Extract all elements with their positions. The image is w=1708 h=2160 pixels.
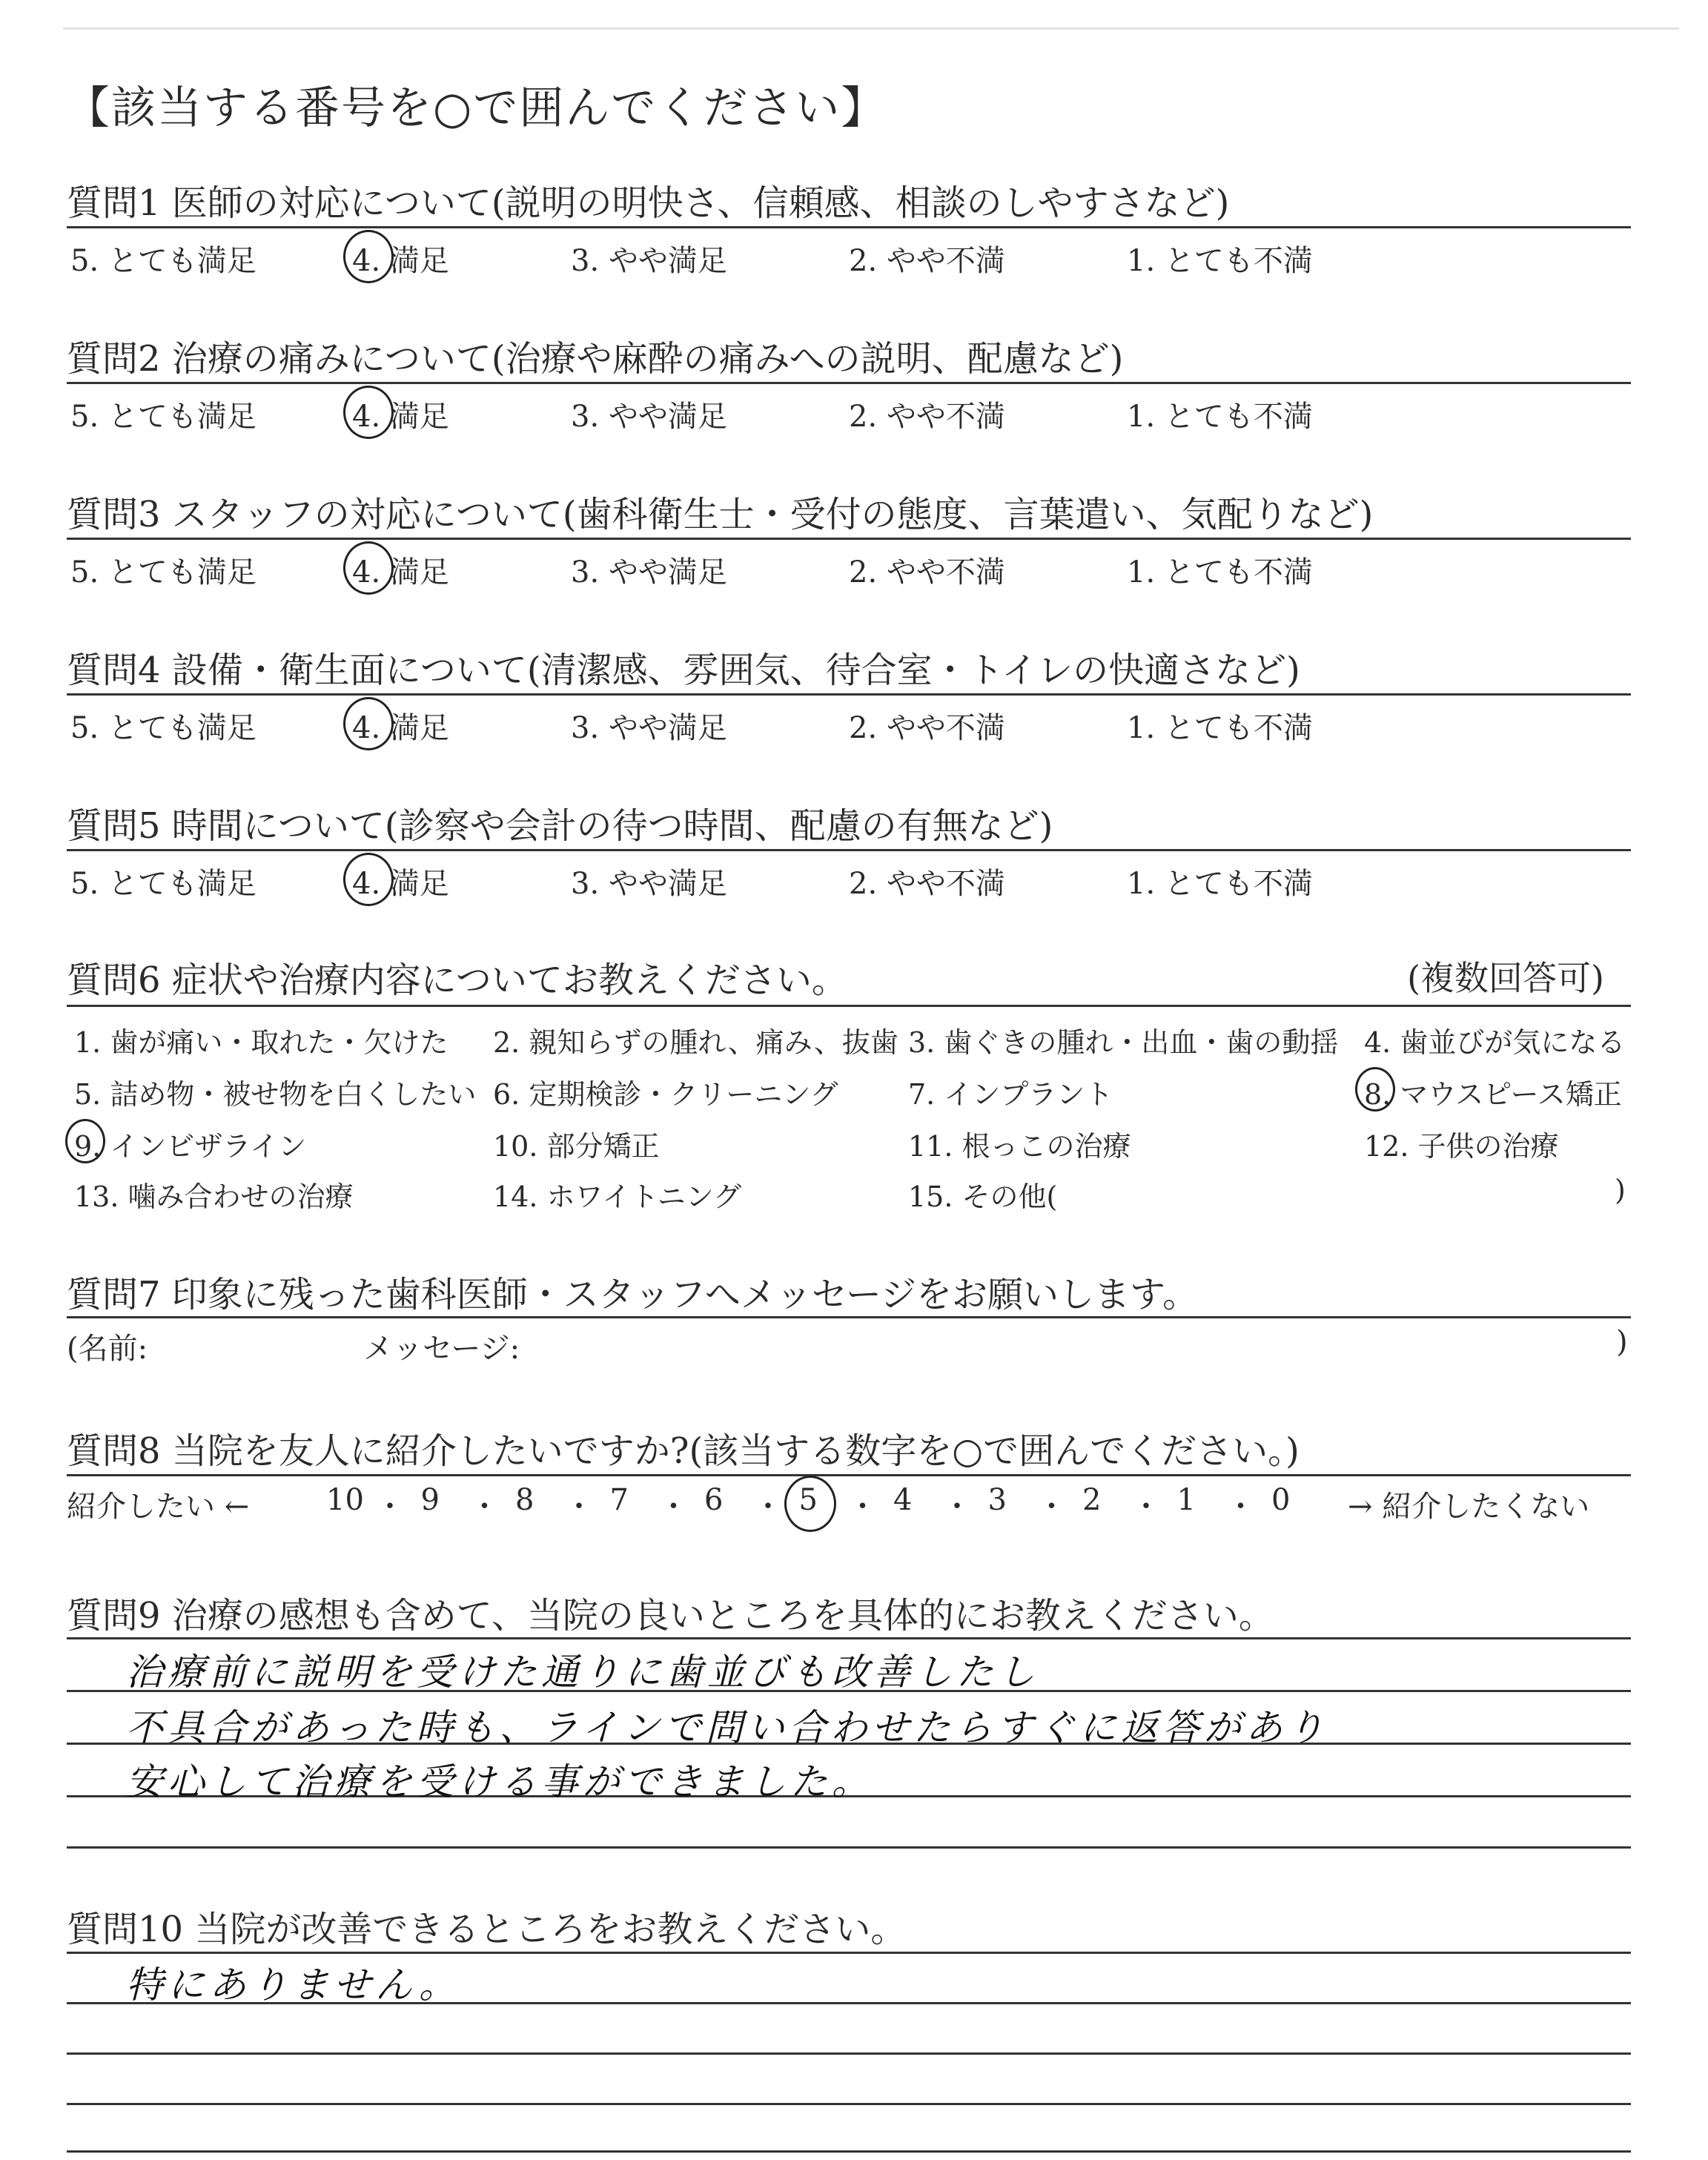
q6-option[interactable]: 11. 根っこの治療 xyxy=(908,1130,1131,1163)
q8-scale-number[interactable]: 9 xyxy=(420,1483,440,1517)
q8-scale-number[interactable]: 2 xyxy=(1082,1483,1102,1517)
q2-rule xyxy=(67,382,1631,384)
q9-title: 質問9 治療の感想も含めて、当院の良いところを具体的にお教えください。 xyxy=(67,1595,1274,1636)
selection-circle xyxy=(343,853,394,906)
q6-option[interactable]: 14. ホワイトニング xyxy=(493,1180,742,1213)
rating-option[interactable]: 5. とても満足 xyxy=(70,867,256,901)
selection-circle xyxy=(1355,1067,1395,1112)
q7-rule xyxy=(67,1316,1631,1318)
q8-scale-number[interactable]: 8 xyxy=(515,1483,534,1517)
q6-title: 質問6 症状や治療内容についてお教えください。 xyxy=(67,960,847,1001)
q8-scale-number[interactable]: 7 xyxy=(609,1483,629,1517)
rating-option[interactable]: 5. とても満足 xyxy=(70,400,256,434)
rating-option[interactable]: 1. とても不満 xyxy=(1127,400,1313,434)
q7-title: 質問7 印象に残った歯科医師・スタッフへメッセージをお願いします。 xyxy=(67,1274,1199,1315)
rating-option[interactable]: 1. とても不満 xyxy=(1127,244,1313,278)
q6-rule xyxy=(67,1005,1631,1007)
q3-title: 質問3 スタッフの対応について(歯科衛生士・受付の態度、言葉遣い、気配りなど) xyxy=(67,494,1374,535)
rating-option[interactable]: 3. やや満足 xyxy=(571,867,727,901)
q6-option[interactable]: 5. 詰め物・被せ物を白くしたい xyxy=(74,1078,477,1111)
q8-scale-dot: ・ xyxy=(1036,1490,1067,1524)
q8-rule xyxy=(67,1474,1631,1476)
rating-option[interactable]: 2. やや不満 xyxy=(849,244,1005,278)
q7-name-label: (名前: xyxy=(67,1332,148,1366)
q8-scale-dot: ・ xyxy=(847,1490,878,1524)
rating-option[interactable]: 3. やや満足 xyxy=(571,555,727,589)
q10-line-1 xyxy=(67,1952,1631,1954)
rating-option[interactable]: 2. やや不満 xyxy=(849,555,1005,589)
selection-circle xyxy=(343,697,394,750)
q6-option[interactable]: 10. 部分矯正 xyxy=(493,1130,660,1163)
q8-scale-dot: ・ xyxy=(1225,1490,1256,1524)
q6-option[interactable]: 15. その他( xyxy=(908,1180,1058,1213)
q8-scale-number[interactable]: 6 xyxy=(704,1483,724,1517)
q8-scale-number[interactable]: 3 xyxy=(987,1483,1007,1517)
q8-scale-dot: ・ xyxy=(375,1490,405,1524)
q10-line-5 xyxy=(67,2150,1631,2153)
q6-option[interactable]: 12. 子供の治療 xyxy=(1364,1130,1559,1163)
q8-scale-dot: ・ xyxy=(469,1490,500,1524)
q8-scale-dot: ・ xyxy=(564,1490,594,1524)
rating-option[interactable]: 1. とても不満 xyxy=(1127,711,1313,745)
q6-option[interactable]: 4. 歯並びが気になる xyxy=(1364,1026,1626,1059)
q6-option[interactable]: 9. インビザライン xyxy=(74,1130,307,1163)
q10-title: 質問10 当院が改善できるところをお教えください。 xyxy=(67,1909,907,1950)
q8-scale xyxy=(0,1483,1708,1527)
q4-rule xyxy=(67,693,1631,696)
q7-message-label: メッセージ: xyxy=(363,1332,520,1366)
rating-option[interactable]: 2. やや不満 xyxy=(849,867,1005,901)
rating-option[interactable]: 3. やや満足 xyxy=(571,711,727,745)
q10-line-4 xyxy=(67,2103,1631,2105)
selection-circle xyxy=(343,386,394,439)
rating-option[interactable]: 5. とても満足 xyxy=(70,555,256,589)
q6-option[interactable]: 1. 歯が痛い・取れた・欠けた xyxy=(74,1026,448,1059)
selection-circle xyxy=(343,541,394,595)
q5-rule xyxy=(67,849,1631,851)
rating-option[interactable]: 5. とても満足 xyxy=(70,244,256,278)
q8-right-label: → 紹介したくない xyxy=(1348,1490,1590,1524)
q9-answer-line: 治療前に説明を受けた通りに歯並びも改善したし xyxy=(126,1651,1039,1694)
page-title: 【該当する番号を○で囲んでください】 xyxy=(65,82,887,134)
rating-option[interactable]: 1. とても不満 xyxy=(1127,555,1313,589)
q6-option[interactable]: 2. 親知らずの腫れ、痛み、抜歯 xyxy=(493,1026,898,1059)
q8-scale-number[interactable]: 4 xyxy=(893,1483,913,1517)
q6-option[interactable]: 7. インプラント xyxy=(908,1078,1113,1111)
q8-scale-dot: ・ xyxy=(658,1490,689,1524)
rating-option[interactable]: 4. 満足 xyxy=(352,867,449,901)
q8-scale-dot: ・ xyxy=(1131,1490,1161,1524)
rating-option[interactable]: 4. 満足 xyxy=(352,555,449,589)
rating-option[interactable]: 5. とても満足 xyxy=(70,711,256,745)
q9-line-1 xyxy=(67,1637,1631,1639)
q10-answer-line: 特にありません。 xyxy=(126,1964,460,2007)
q1-rule xyxy=(67,226,1631,228)
q6-option[interactable]: 13. 噛み合わせの治療 xyxy=(74,1180,354,1213)
rating-option[interactable]: 1. とても不満 xyxy=(1127,867,1313,901)
q8-title: 質問8 当院を友人に紹介したいですか?(該当する数字を○で囲んでください。) xyxy=(67,1430,1300,1472)
q8-left-label: 紹介したい ← xyxy=(67,1490,250,1524)
selection-circle xyxy=(343,230,394,283)
rating-option[interactable]: 4. 満足 xyxy=(352,711,449,745)
q9-answer-line: 不具合があった時も、ラインで問い合わせたらすぐに返答があり xyxy=(126,1706,1328,1749)
q9-answer-line: 安心して治療を受ける事ができました。 xyxy=(126,1760,873,1803)
q6-option[interactable]: 6. 定期検診・クリーニング xyxy=(493,1078,838,1111)
rating-option[interactable]: 3. やや満足 xyxy=(571,400,727,434)
selection-circle xyxy=(65,1119,105,1163)
q8-scale-dot: ・ xyxy=(753,1490,783,1524)
q10-line-3 xyxy=(67,2052,1631,2055)
q8-scale-dot: ・ xyxy=(942,1490,972,1524)
q6-option[interactable]: 8. マウスピース矯正 xyxy=(1364,1078,1622,1111)
q6-option[interactable]: 3. 歯ぐきの腫れ・出血・歯の動揺 xyxy=(908,1026,1339,1059)
q9-line-5 xyxy=(67,1846,1631,1849)
q5-title: 質問5 時間について(診察や会計の待つ時間、配慮の有無など) xyxy=(67,805,1053,847)
q6-multi-note: (複数回答可) xyxy=(1407,958,1604,998)
q2-title: 質問2 治療の痛みについて(治療や麻酔の痛みへの説明、配慮など) xyxy=(67,338,1124,380)
q1-title: 質問1 医師の対応について(説明の明快さ、信頼感、相談のしやすさなど) xyxy=(67,182,1230,224)
rating-option[interactable]: 3. やや満足 xyxy=(571,244,727,278)
q8-scale-number[interactable]: 0 xyxy=(1271,1483,1291,1517)
q8-scale-number[interactable]: 5 xyxy=(798,1483,818,1517)
rating-option[interactable]: 2. やや不満 xyxy=(849,400,1005,434)
top-border xyxy=(63,27,1679,30)
q4-title: 質問4 設備・衛生面について(清潔感、雰囲気、待合室・トイレの快適さなど) xyxy=(67,650,1300,691)
rating-option[interactable]: 4. 満足 xyxy=(352,244,449,278)
q3-rule xyxy=(67,538,1631,540)
selection-circle xyxy=(784,1476,836,1532)
q7-close-paren: ) xyxy=(1616,1325,1628,1359)
q6-other-close-paren: ) xyxy=(1615,1174,1626,1206)
q8-scale-number[interactable]: 1 xyxy=(1176,1483,1196,1517)
q8-scale-number[interactable]: 10 xyxy=(326,1483,364,1517)
rating-option[interactable]: 2. やや不満 xyxy=(849,711,1005,745)
rating-option[interactable]: 4. 満足 xyxy=(352,400,449,434)
